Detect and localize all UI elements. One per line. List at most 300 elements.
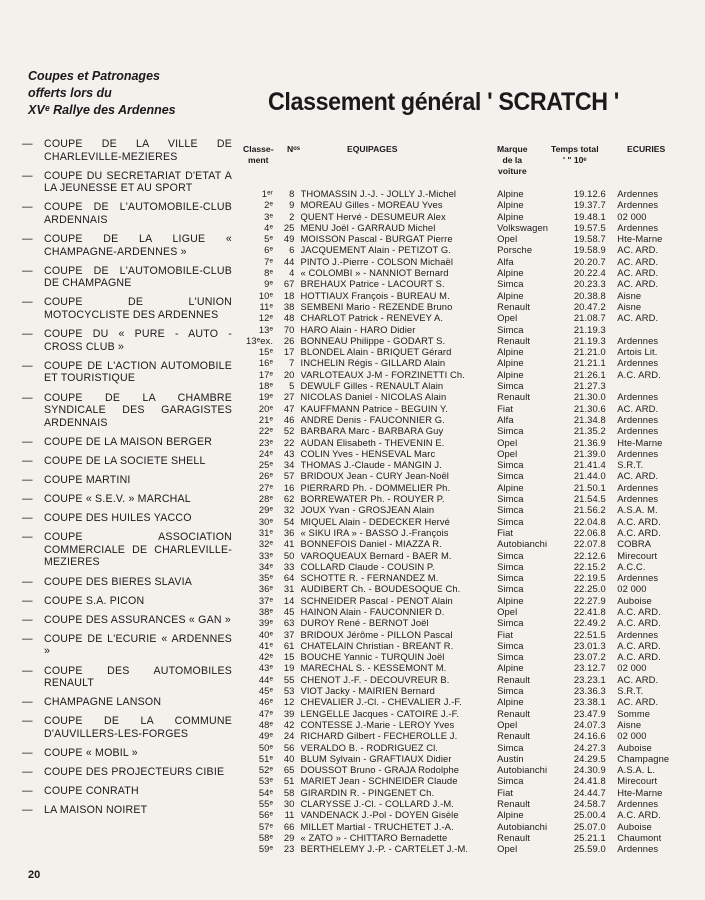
team-cell: AC. ARD. [617, 312, 659, 324]
team-cell: Hte-Marne [617, 436, 663, 448]
total-time-cell: 25.59.0 [573, 843, 606, 855]
rank-cell: 28ᵉ [258, 493, 274, 505]
car-number-cell: 44 [283, 255, 295, 267]
trophy-item: — COUPE MARTINI [22, 474, 232, 487]
trophy-item: — COUPE DES PROJECTEURS CIBIE [22, 766, 232, 779]
trophy-item: — COUPE DU SECRETARIAT D'ETAT A LA JEUNESSE ET AU SPORT [22, 170, 232, 195]
rank-column-header: Classe- ment [243, 144, 274, 165]
car-number-cell: 63 [283, 617, 295, 629]
rank-cell: 25ᵉ [258, 459, 274, 471]
car-make-cell: Fiat [497, 402, 514, 414]
car-make-cell: Opel [497, 233, 518, 245]
total-time-cell: 23.36.3 [573, 685, 606, 697]
table-row [246, 482, 696, 493]
total-time-cell: 22.12.6 [573, 549, 606, 561]
team-cell [617, 380, 696, 391]
team-cell: Chaumont [617, 831, 662, 843]
car-number-cell: 58 [283, 786, 295, 798]
car-number-cell: 26 [283, 334, 295, 346]
total-time-cell: 22.41.8 [573, 605, 606, 617]
car-make-cell: Alpine [497, 199, 524, 211]
trophy-item: — COUPE DE L'AUTOMOBILE-CLUB DE CHAMPAGNE [22, 265, 232, 290]
crew-cell: MOREAU Gilles - MOREAU Yves [300, 199, 443, 211]
table-row [246, 843, 696, 854]
car-make-cell: Simca [497, 493, 524, 505]
rank-cell: 45ᵉ [258, 685, 274, 697]
total-time-cell: 24.41.8 [573, 775, 606, 787]
car-number-cell: 38 [283, 300, 295, 312]
car-number-cell: 14 [283, 594, 295, 606]
crew-cell: SEMBENI Mario - REZENDE Bruno [300, 300, 453, 312]
trophies-heading-line: offerts lors du [28, 86, 112, 100]
car-make-cell: Simca [497, 323, 524, 335]
car-make-cell: Porsche [497, 244, 533, 256]
rank-cell: 37ᵉ [258, 594, 274, 606]
rank-cell: 36ᵉ [258, 583, 274, 595]
rank-cell: 44ᵉ [258, 673, 274, 685]
team-cell: Mirecourt [617, 775, 658, 787]
rank-cell: 55ᵉ [258, 798, 274, 810]
page-title: Classement général ' SCRATCH ' [268, 88, 619, 116]
crew-cell: BLUM Sylvain - GRAFTIAUX Didier [300, 752, 452, 764]
car-make-cell: Alpine [497, 346, 524, 358]
total-time-cell: 21.21.0 [573, 346, 606, 358]
car-number-cell: 22 [283, 436, 295, 448]
rank-cell: 10ᵉ [258, 289, 274, 301]
crew-cell: MARECHAL S. - KESSEMONT M. [300, 662, 447, 674]
team-cell: S.R.T. [617, 459, 644, 471]
trophies-heading [28, 68, 238, 119]
crew-cell: BREHAUX Patrice - LACOURT S. [300, 278, 445, 290]
team-cell: A.C.C. [617, 560, 646, 572]
car-make-cell: Simca [497, 572, 524, 584]
total-time-cell: 20.23.3 [573, 278, 606, 290]
team-cell: A.C. ARD. [617, 515, 661, 527]
trophy-item: — COUPE DE LA VILLE DE CHARLEVILLE-MEZIERES [22, 138, 232, 163]
crew-cell: SCHOTTE R. - FERNANDEZ M. [300, 572, 439, 584]
table-row [246, 335, 696, 346]
crew-cell: CHARLOT Patrick - RENEVEY A. [300, 312, 444, 324]
crew-cell: BONNEAU Philippe - GODART S. [300, 334, 446, 346]
car-make-cell: Austin [497, 752, 524, 764]
car-number-cell: 41 [283, 538, 295, 550]
car-make-cell: Simca [497, 639, 524, 651]
rank-cell: 49ᵉ [258, 730, 274, 742]
crew-cell: CHENOT J.-F. - DECOUVREUR B. [300, 673, 450, 685]
rank-cell: 58ᵉ [258, 831, 274, 843]
table-row [246, 787, 696, 798]
car-number-cell: 20 [283, 368, 295, 380]
rank-cell: 22ᵉ [258, 425, 274, 437]
crew-cell: JACQUEMENT Alain - PETIZOT G. [300, 244, 451, 256]
car-make-cell: Alfa [497, 413, 514, 425]
table-row [246, 493, 696, 504]
total-time-cell: 20.20.7 [573, 255, 606, 267]
total-time-cell: 21.26.1 [573, 368, 606, 380]
table-row [246, 617, 696, 628]
team-cell: 02 000 [617, 583, 647, 595]
rank-cell: 6ᵉ [264, 244, 274, 256]
car-make-cell: Opel [497, 718, 518, 730]
team-cell: Aisne [617, 300, 642, 312]
rank-cell: 52ᵉ [258, 764, 274, 776]
team-cell: 02 000 [617, 210, 647, 222]
crew-cell: INCHELIN Régis - GILLARD Alain [300, 357, 446, 369]
team-cell: Ardennes [617, 493, 659, 505]
car-number-cell: 52 [283, 425, 295, 437]
car-make-cell: Autobianchi [497, 820, 548, 832]
table-row [246, 233, 696, 244]
car-make-cell: Autobianchi [497, 538, 548, 550]
table-row [246, 742, 696, 753]
rank-cell: 56ᵉ [258, 809, 274, 821]
rank-cell: 13ᵉex. [246, 334, 274, 346]
car-make-cell: Alpine [497, 368, 524, 380]
car-number-cell: 16 [283, 481, 295, 493]
table-row [246, 301, 696, 312]
team-cell: Ardennes [617, 843, 659, 855]
team-cell: Ardennes [617, 199, 659, 211]
team-cell: Auboise [617, 594, 652, 606]
rank-cell: 47ᵉ [258, 707, 274, 719]
team-cell: AC. ARD. [617, 244, 659, 256]
crew-cell: QUENT Hervé - DESUMEUR Alex [300, 210, 446, 222]
crew-cell: JOUX Yvan - GROSJEAN Alain [300, 504, 435, 516]
team-cell: Ardennes [617, 221, 659, 233]
car-make-cell: Renault [497, 300, 531, 312]
team-cell: AC. ARD. [617, 278, 659, 290]
crew-cell: PIERRARD Ph. - DOMMELIER Ph. [300, 481, 451, 493]
car-number-cell: 49 [283, 233, 295, 245]
crew-cell: DUROY René - BERNOT Joël [300, 617, 429, 629]
car-number-cell: 45 [283, 605, 295, 617]
car-number-cell: 34 [283, 459, 295, 471]
car-number-cell: 47 [283, 402, 295, 414]
car-make-cell: Alpine [497, 662, 524, 674]
crew-cell: HARO Alain - HARO Didier [300, 323, 416, 335]
table-row [246, 425, 696, 436]
car-number-cell: 18 [283, 289, 295, 301]
team-cell: AC. ARD. [617, 402, 659, 414]
crew-cell: BARBARA Marc - BARBARA Guy [300, 425, 444, 437]
crew-cell: SCHNEIDER Pascal - PENOT Alain [300, 594, 453, 606]
rank-cell: 24ᵉ [258, 447, 274, 459]
team-cell: Auboise [617, 741, 652, 753]
total-time-cell: 22.49.2 [573, 617, 606, 629]
rank-cell: 8ᵉ [264, 267, 274, 279]
crew-cell: MENU Joël - GARRAUD Michel [300, 221, 436, 233]
car-make-cell: Opel [497, 436, 518, 448]
table-row [246, 211, 696, 222]
table-row [246, 708, 696, 719]
team-cell: A.C. ARD. [617, 639, 661, 651]
total-time-cell: 22.51.5 [573, 628, 606, 640]
total-time-cell: 21.27.3 [573, 380, 606, 392]
rank-cell: 27ᵉ [258, 481, 274, 493]
total-time-cell: 22.04.8 [573, 515, 606, 527]
car-make-cell: Simca [497, 583, 524, 595]
team-cell: 02 000 [617, 662, 647, 674]
crew-cell: HAINON Alain - FAUCONNIER D. [300, 605, 445, 617]
team-cell: Ardennes [617, 188, 659, 199]
rank-cell: 54ᵉ [258, 786, 274, 798]
table-row [246, 403, 696, 414]
trophies-list [22, 138, 232, 823]
car-number-cell: 40 [283, 752, 295, 764]
team-cell: Mirecourt [617, 549, 658, 561]
table-row [246, 380, 696, 391]
trophy-item: — COUPE DE LA CHAMBRE SYNDICALE DES GARAGISTES ARDENNAIS [22, 392, 232, 430]
crew-cell: BORREWATER Ph. - ROUYER P. [300, 493, 445, 505]
trophy-item: — COUPE DE LA MAISON BERGER [22, 436, 232, 449]
total-time-cell: 23.12.7 [573, 662, 606, 674]
total-time-cell: 21.36.9 [573, 436, 606, 448]
total-time-cell: 19.57.5 [573, 221, 606, 233]
rank-cell: 31ᵉ [258, 526, 274, 538]
table-row [246, 583, 696, 594]
car-make-cell: Alpine [497, 267, 524, 279]
team-cell: A.S.A. L. [617, 764, 656, 776]
total-time-cell: 21.39.0 [573, 447, 606, 459]
total-time-cell: 21.19.3 [573, 323, 606, 335]
car-number-cell: 12 [283, 696, 295, 708]
total-time-cell: 25.00.4 [573, 809, 606, 821]
make-column-header: Marque de la voiture [497, 144, 528, 176]
rank-cell: 38ᵉ [258, 605, 274, 617]
car-number-cell: 17 [283, 346, 295, 358]
car-make-cell: Alpine [497, 289, 524, 301]
table-row [246, 629, 696, 640]
trophy-item: — COUPE « S.E.V. » MARCHAL [22, 493, 232, 506]
team-cell: A.C. ARD. [617, 605, 661, 617]
table-row [246, 832, 696, 843]
total-time-cell: 20.47.2 [573, 300, 606, 312]
rank-cell: 13ᵉ [258, 323, 274, 335]
car-number-cell: 64 [283, 572, 295, 584]
car-make-cell: Volkswagen [497, 221, 549, 233]
car-make-cell: Simca [497, 504, 524, 516]
crew-cell: « ZATO » - CHITTARO Bernadette [300, 831, 448, 843]
crew-cell: BLONDEL Alain - BRIQUET Gérard [300, 346, 452, 358]
car-number-cell: 65 [283, 764, 295, 776]
crew-cell: THOMAS J.-Claude - MANGIN J. [300, 459, 442, 471]
team-cell: A.C. ARD. [617, 651, 661, 663]
total-time-cell: 19.48.1 [573, 210, 606, 222]
car-make-cell: Simca [497, 775, 524, 787]
car-make-cell: Opel [497, 843, 518, 855]
car-number-cell: 5 [289, 380, 295, 392]
rank-cell: 39ᵉ [258, 617, 274, 629]
team-cell: Ardennes [617, 425, 659, 437]
total-time-cell: 24.58.7 [573, 798, 606, 810]
rank-cell: 19ᵉ [258, 391, 274, 403]
table-row [246, 809, 696, 820]
total-time-cell: 22.06.8 [573, 526, 606, 538]
team-cell: Ardennes [617, 357, 659, 369]
team-cell: Ardennes [617, 628, 659, 640]
time-column-header: Temps total ' " 10ᵉ [551, 144, 599, 165]
rank-cell: 5ᵉ [264, 233, 274, 245]
table-row [246, 572, 696, 583]
trophies-heading-line: XVᵉ Rallye des Ardennes [28, 103, 176, 117]
team-cell: 02 000 [617, 730, 647, 742]
car-number-cell: 54 [283, 515, 295, 527]
team-cell: Auboise [617, 820, 652, 832]
crew-cell: HOTTIAUX François - BUREAU M. [300, 289, 450, 301]
table-row [246, 753, 696, 764]
team-cell: A.C. ARD. [617, 617, 661, 629]
table-row [246, 244, 696, 255]
crew-cell: COLIN Yves - HENSEVAL Marc [300, 447, 436, 459]
table-row [246, 674, 696, 685]
trophy-item: — COUPE DE LA LIGUE « CHAMPAGNE-ARDENNES » [22, 233, 232, 258]
total-time-cell: 22.27.9 [573, 594, 606, 606]
car-make-cell: Simca [497, 549, 524, 561]
car-number-cell: 19 [283, 662, 295, 674]
rank-cell: 46ᵉ [258, 696, 274, 708]
crew-cell: VAROQUEAUX Bernard - BAER M. [300, 549, 452, 561]
total-time-cell: 25.21.1 [573, 831, 606, 843]
table-row [246, 764, 696, 775]
table-row [246, 527, 696, 538]
total-time-cell: 22.07.8 [573, 538, 606, 550]
total-time-cell: 21.19.3 [573, 334, 606, 346]
team-cell: AC. ARD. [617, 267, 659, 279]
car-make-cell: Renault [497, 334, 531, 346]
car-number-cell: 66 [283, 820, 295, 832]
car-number-cell: 62 [283, 493, 295, 505]
total-time-cell: 24.07.3 [573, 718, 606, 730]
total-time-cell: 24.16.6 [573, 730, 606, 742]
total-time-cell: 21.54.5 [573, 493, 606, 505]
table-row [246, 821, 696, 832]
crew-cell: RICHARD Gilbert - FECHEROLLE J. [300, 730, 458, 742]
rank-cell: 17ᵉ [258, 368, 274, 380]
table-row [246, 290, 696, 301]
total-time-cell: 19.58.9 [573, 244, 606, 256]
rank-cell: 3ᵉ [264, 210, 274, 222]
rank-cell: 12ᵉ [258, 312, 274, 324]
team-cell: Ardennes [617, 391, 659, 403]
car-number-cell: 51 [283, 775, 295, 787]
table-row [246, 312, 696, 323]
table-row [246, 606, 696, 617]
total-time-cell: 24.44.7 [573, 786, 606, 798]
car-number-cell: 15 [283, 651, 295, 663]
total-time-cell: 21.35.2 [573, 425, 606, 437]
car-make-cell: Opel [497, 605, 518, 617]
crew-cell: BOUCHE Yannic - TURQUIN Joël [300, 651, 445, 663]
car-number-cell: 30 [283, 798, 295, 810]
trophy-item: — COUPE CONRATH [22, 785, 232, 798]
trophy-item: — LA MAISON NOIRET [22, 804, 232, 817]
car-make-cell: Simca [497, 515, 524, 527]
car-number-cell: 29 [283, 831, 295, 843]
car-number-cell: 31 [283, 583, 295, 595]
table-row [246, 504, 696, 515]
team-cell: Somme [617, 707, 651, 719]
car-make-cell: Opel [497, 447, 518, 459]
crew-cell: « COLOMBI » - NANNIOT Bernard [300, 267, 449, 279]
car-make-cell: Opel [497, 312, 518, 324]
crew-cell: PINTO J.-Pierre - COLSON Michaël [300, 255, 454, 267]
rank-cell: 2ᵉ [264, 199, 274, 211]
car-make-cell: Alpine [497, 809, 524, 821]
car-make-cell: Alpine [497, 188, 524, 199]
car-make-cell: Alpine [497, 594, 524, 606]
rank-cell: 18ᵉ [258, 380, 274, 392]
crew-cell: BONNEFOIS Daniel - MIAZZA R. [300, 538, 442, 550]
car-make-cell: Simca [497, 741, 524, 753]
car-make-cell: Renault [497, 707, 531, 719]
car-number-cell: 57 [283, 470, 295, 482]
table-row [246, 651, 696, 662]
crew-cell: KAUFFMANN Patrice - BEGUIN Y. [300, 402, 448, 414]
car-make-cell: Alpine [497, 696, 524, 708]
trophy-item: — COUPE DES HUILES YACCO [22, 512, 232, 525]
rank-cell: 4ᵉ [264, 221, 274, 233]
team-cell: Artois Lit. [617, 346, 658, 358]
crew-cell: CONTESSE J.-Marie - LEROY Yves [300, 718, 455, 730]
total-time-cell: 21.21.1 [573, 357, 606, 369]
rank-cell: 9ᵉ [264, 278, 274, 290]
team-cell [617, 324, 696, 335]
table-row [246, 188, 696, 199]
rank-cell: 29ᵉ [258, 504, 274, 516]
total-time-cell: 21.34.8 [573, 413, 606, 425]
crew-cell: DEWULF Gilles - RENAULT Alain [300, 380, 444, 392]
team-cell: A.C. ARD. [617, 368, 661, 380]
car-make-cell: Alpine [497, 357, 524, 369]
total-time-cell: 21.56.2 [573, 504, 606, 516]
crew-cell: CHATELAIN Christian - BREANT R. [300, 639, 454, 651]
car-make-cell: Renault [497, 730, 531, 742]
car-number-cell: 67 [283, 278, 295, 290]
total-time-cell: 21.44.0 [573, 470, 606, 482]
trophy-item: — COUPE DES ASSURANCES « GAN » [22, 614, 232, 627]
car-number-cell: 61 [283, 639, 295, 651]
car-number-cell: 11 [284, 809, 295, 821]
rank-cell: 20ᵉ [258, 402, 274, 414]
table-row [246, 459, 696, 470]
car-make-cell: Simca [497, 685, 524, 697]
team-column-header: ECURIES [627, 144, 666, 154]
total-time-cell: 21.30.0 [573, 391, 606, 403]
table-row [246, 414, 696, 425]
crew-cell: COLLARD Claude - COUSIN P. [300, 560, 435, 572]
crew-cell: VANDENACK J.-Pol - DOYEN Gisèle [300, 809, 459, 821]
number-column-header: Nᵒˢ [287, 144, 300, 154]
car-number-cell: 8 [289, 188, 295, 199]
car-make-cell: Fiat [497, 526, 514, 538]
total-time-cell: 24.30.9 [573, 764, 606, 776]
team-cell: Ardennes [617, 481, 659, 493]
rank-cell: 50ᵉ [258, 741, 274, 753]
car-number-cell: 55 [283, 673, 295, 685]
team-cell: Ardennes [617, 572, 659, 584]
table-row [246, 561, 696, 572]
rank-cell: 23ᵉ [258, 436, 274, 448]
car-number-cell: 70 [283, 323, 295, 335]
table-row [246, 730, 696, 741]
car-number-cell: 37 [283, 628, 295, 640]
table-row [246, 696, 696, 707]
car-number-cell: 7 [289, 357, 295, 369]
rank-cell: 40ᵉ [258, 628, 274, 640]
table-row [246, 437, 696, 448]
table-row [246, 267, 696, 278]
car-number-cell: 25 [283, 221, 295, 233]
